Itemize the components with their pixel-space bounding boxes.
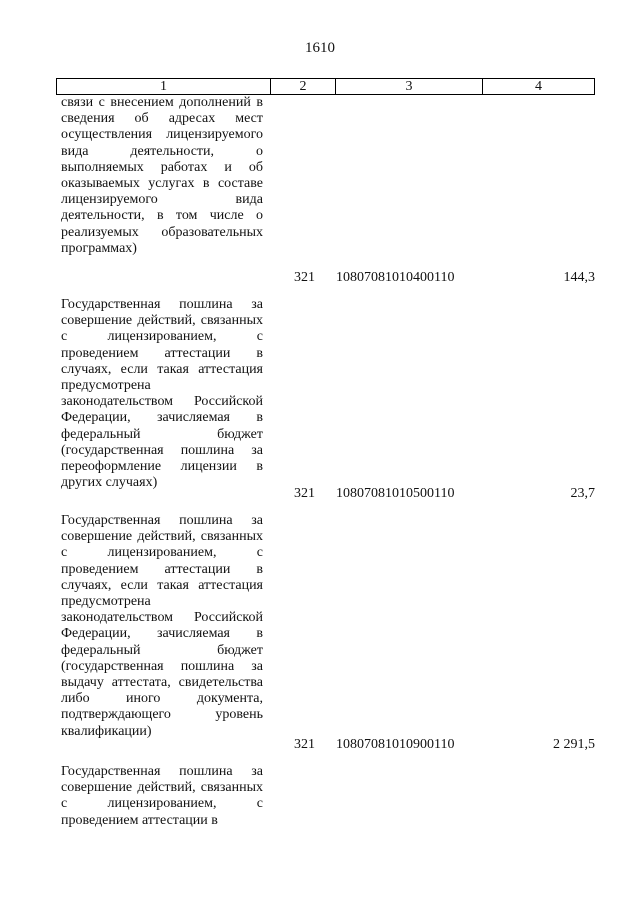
table-header <box>56 78 595 95</box>
table-row <box>61 764 595 834</box>
page-number: 1610 <box>305 40 335 56</box>
row-description: связи с внесением дополнений в сведения об адресах мест осуществления лицензируемого вида деятельности, о выполняемых работах и об оказываемых услугах в составе лицензируемого вида деятельности, в том числе о реализуемых образовательных программах) <box>61 95 263 256</box>
row-admin-code: 321 <box>294 270 315 285</box>
row-amount: 144,3 <box>563 270 595 285</box>
row-kbk-code: 10807081010400110 <box>336 270 455 285</box>
column-header-1: 1 <box>57 79 271 95</box>
row-kbk-code: 10807081010900110 <box>336 737 455 752</box>
table-row <box>61 513 595 758</box>
table-row <box>61 95 595 285</box>
row-description: Государственная пошлина за совершение действий, связанных с лицензированием, с проведением аттестации в случаях, если такая аттестация предусмотрена законодательством Российской Федерации, зачисляемая в федеральный бюджет (государственная пошлина за переоформление лицензии в других случаях) <box>61 297 263 491</box>
row-kbk-code: 10807081010500110 <box>336 486 455 501</box>
row-amount: 23,7 <box>570 486 595 501</box>
row-admin-code: 321 <box>294 486 315 501</box>
row-admin-code: 321 <box>294 737 315 752</box>
row-description: Государственная пошлина за совершение действий, связанных с лицензированием, с проведением аттестации в <box>61 764 263 828</box>
table-row <box>61 297 595 507</box>
row-description: Государственная пошлина за совершение действий, связанных с лицензированием, с проведением аттестации в случаях, если такая аттестация предусмотрена законодательством Российской Федерации, зачисляемая в федеральный бюджет (государственная пошлина за выдачу аттестата, свидетельства либо иного документа, подтверждающего уровень квалификации) <box>61 513 263 739</box>
column-header-3: 3 <box>336 79 483 95</box>
column-header-4: 4 <box>483 79 595 95</box>
column-header-2: 2 <box>271 79 336 95</box>
row-amount: 2 291,5 <box>553 737 595 752</box>
